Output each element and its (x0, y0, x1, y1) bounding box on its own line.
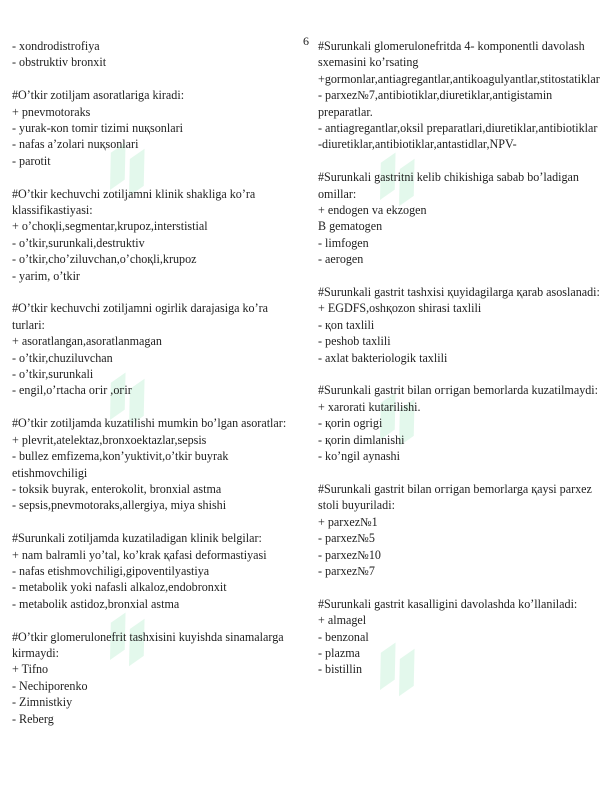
answer-option: + o’choқli,segmentar,krupoz,interstistial (12, 219, 208, 234)
question-block (318, 169, 606, 267)
answer-option: - o’tkir,chuziluvchan (12, 350, 113, 365)
answer-option: - aerogen (318, 252, 364, 267)
list-item: - obstruktiv bronxit (12, 55, 107, 70)
answer-option: + endogen va ekzogen (318, 203, 427, 218)
answer-option: - nafas a’zolari nuқsonlari (12, 137, 139, 152)
answer-option: + xarorati kutarilishi. (318, 399, 421, 414)
answer-option: - metabolik yoki nafasli alkaloz,endobronxit (12, 580, 227, 595)
answer-option: - parxez№10 (318, 547, 381, 562)
answer-option: + plevrit,atelektaz,bronxoektazlar,sepsis (12, 432, 207, 447)
answer-option: + parxez№1 (318, 514, 378, 529)
question-text: #Surunkali glomerulonefritda 4- komponentli davolash sxemasini ko’rsating (318, 39, 585, 70)
answer-option: + asoratlangan,asoratlanmagan (12, 334, 162, 349)
question-block (12, 186, 300, 284)
answer-option: - o’tkir,surunkali,destruktiv (12, 235, 145, 250)
question-text: #O’tkir zotiljamda kuzatilishi mumkin bo’lgan asoratlar: (12, 416, 287, 431)
question-block (318, 382, 606, 464)
question-block (318, 596, 606, 678)
answer-option: - antiagregantlar,oksil preparatlari,diuretiklar,antibiotiklar (318, 121, 598, 136)
answer-option: + pnevmotoraks (12, 104, 91, 119)
question-block (12, 300, 300, 398)
question-text: #O’tkir kechuvchi zotiljamni klinik shakliga ko’ra klassifikastiyasi: (12, 186, 256, 218)
answer-option: - bullez emfizema,kon’yuktivit,o’tkir buyrak etishmovchiligi (12, 449, 229, 480)
answer-option: - plazma (318, 645, 360, 660)
answer-option: - bistillin (318, 662, 363, 677)
answer-option: +gormonlar,antiagregantlar,antikoagulyantlar,stitostatiklar (318, 71, 600, 86)
answer-option: - limfogen (318, 235, 369, 250)
question-block (318, 481, 606, 579)
question-text: #Surunkali gastrit bilan огrigan bemorlarga қaysi parxez stoli buyuriladi: (318, 481, 592, 513)
question-text: #Surunkali gastrit kasalligini davolashda ko’llaniladi: (318, 596, 578, 611)
answer-option: - Zimnistkiy (12, 695, 73, 710)
answer-option: - toksik buyrak, enterokolit, bronxial astma (12, 481, 222, 496)
answer-option: - parotit (12, 153, 51, 168)
question-text: #Surunkali gastritni kelib chikishiga sabab bo’ladigan omillar: (318, 170, 579, 201)
right-column (318, 38, 606, 694)
answer-option: - metabolik astidoz,bronxial astma (12, 596, 180, 611)
answer-option: - nafas etishmovchiligi,gipoventilyastiya (12, 563, 210, 578)
question-block (12, 415, 300, 513)
answer-option: - peshob taxlili (318, 334, 391, 349)
answer-option: - sepsis,pnevmotoraks,allergiya, miya shishi (12, 498, 227, 513)
left-column (12, 38, 300, 743)
question-block (318, 284, 606, 366)
question-text: #O’tkir zotiljam asoratlariga kiradi: (12, 88, 185, 103)
answer-option: B gematogen (318, 219, 383, 234)
question-text: #Surunkali zotiljamda kuzatiladigan klinik belgilar: (12, 531, 262, 546)
left-intro (12, 38, 300, 71)
answer-option: - Nechiporenko (12, 678, 88, 693)
question-block (318, 38, 606, 153)
answer-option: - қorin ogrigi (318, 416, 383, 431)
answer-option: - benzonal (318, 629, 369, 644)
answer-option: + Tifno (12, 662, 49, 677)
answer-option: - engil,o’rtacha огir ,огir (12, 383, 132, 398)
answer-option: + almagel (318, 613, 367, 628)
question-text: #O’tkir glomerulonefrit tashxisini kuyishda sinamalarga kirmaydi: (12, 629, 284, 660)
answer-option: - parxez№7,antibiotiklar,diuretiklar,antigistamin preparatlar. (318, 88, 553, 119)
answer-option: + nam balramli yo’tal, ko’krak қafasi deformastiyasi (12, 547, 267, 562)
answer-option: - ko’ngil aynashi (318, 449, 400, 464)
question-block (12, 530, 300, 612)
answer-option: - қon taxlili (318, 317, 375, 332)
answer-option: - parxez№5 (318, 531, 375, 546)
question-block (12, 629, 300, 727)
answer-option: + EGDFS,oshқozon shirasi taxlili (318, 301, 482, 316)
answer-option: - o’tkir,surunkali (12, 367, 94, 382)
answer-option: - axlat bakteriologik taxlili (318, 350, 448, 365)
answer-option: - yarim, o’tkir (12, 268, 80, 283)
list-item: - xondrodistrofiya (12, 39, 100, 53)
answer-option: -diuretiklar,antibiotiklar,antastidlar,NPV- (318, 137, 517, 152)
answer-option: - қorin dimlanishi (318, 432, 405, 447)
question-text: #O’tkir kechuvchi zotiljamni ogirlik darajasiga ko’ra turlari: (12, 301, 269, 332)
question-block (12, 87, 300, 169)
answer-option: - o’tkir,cho’ziluvchan,o’choқli,krupoz (12, 252, 197, 267)
question-text: #Surunkali gastrit tashxisi қuyidagilarga қarab asoslanadi: (318, 285, 600, 300)
answer-option: - Reberg (12, 711, 54, 726)
answer-option: - parxez№7 (318, 563, 375, 578)
page-number: 6 (303, 34, 309, 48)
question-text: #Surunkali gastrit bilan огrigan bemorlarda kuzatilmaydi: (318, 383, 599, 398)
answer-option: - yurak-кon tomir tizimi nuқsonlari (12, 121, 183, 136)
